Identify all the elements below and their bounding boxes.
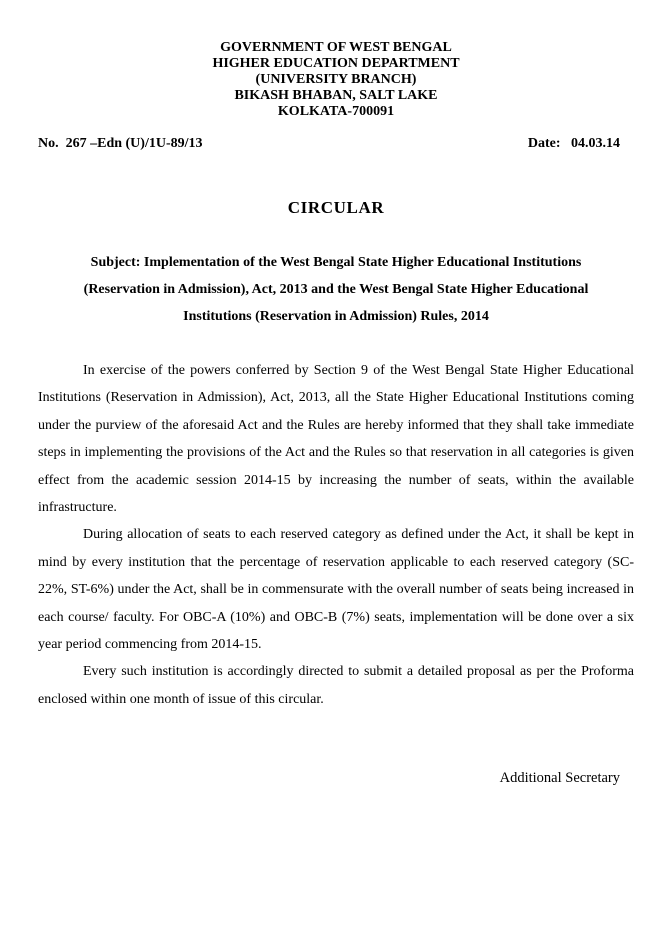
date: Date: 04.03.14: [527, 136, 620, 151]
letterhead-line-city: KOLKATA-700091: [277, 104, 395, 119]
subject-block: [38, 249, 634, 330]
subject-line-3: Institutions (Reservation in Admission) Rules, 2014: [183, 309, 489, 324]
reference-row: [38, 136, 634, 152]
circular-title: CIRCULAR: [287, 198, 385, 217]
letterhead-line-branch: (UNIVERSITY BRANCH): [255, 72, 417, 87]
letterhead-line-address: BIKASH BHABAN, SALT LAKE: [234, 88, 438, 103]
reference-number: No. 267 –Edn (U)/1U-89/13: [38, 136, 203, 151]
subject-line-1: Subject: Implementation of the West Bengal State Higher Educational Institutions: [90, 255, 582, 270]
signature: Additional Secretary: [499, 770, 620, 787]
subject-line-2: (Reservation in Admission), Act, 2013 and the West Bengal State Higher Educational: [83, 282, 589, 297]
body-text: [38, 357, 634, 713]
paragraph-2: During allocation of seats to each reserved category as defined under the Act, it shall be kept in mind by every institution that the percentage of reservation applicable to each reserved category (SC-22%, ST-6%) under the Act, shall be in commensurate with the overall number of seats being increased in each course/ faculty. For OBC-A (10%) and OBC-B (7%) seats, implementation will be done over a six year period commencing from 2014-15.: [38, 527, 634, 653]
letterhead: [38, 40, 634, 120]
letterhead-line-department: HIGHER EDUCATION DEPARTMENT: [212, 56, 460, 71]
paragraph-3: Every such institution is accordingly directed to submit a detailed proposal as per the Proforma enclosed within one month of issue of this circular.: [38, 664, 634, 707]
paragraph-1: In exercise of the powers conferred by Section 9 of the West Bengal State Higher Educational Institutions (Reservation in Admission), Act, 2013, all the State Higher Educational Institutions coming under the purview of the aforesaid Act and the Rules are hereby informed that they shall take immediate steps in implementing the provisions of the Act and the Rules so that reservation in all categories is given effect from the academic session 2014-15 by increasing the number of seats, within the available infrastructure.: [38, 363, 634, 516]
letterhead-line-government: GOVERNMENT OF WEST BENGAL: [220, 40, 452, 55]
